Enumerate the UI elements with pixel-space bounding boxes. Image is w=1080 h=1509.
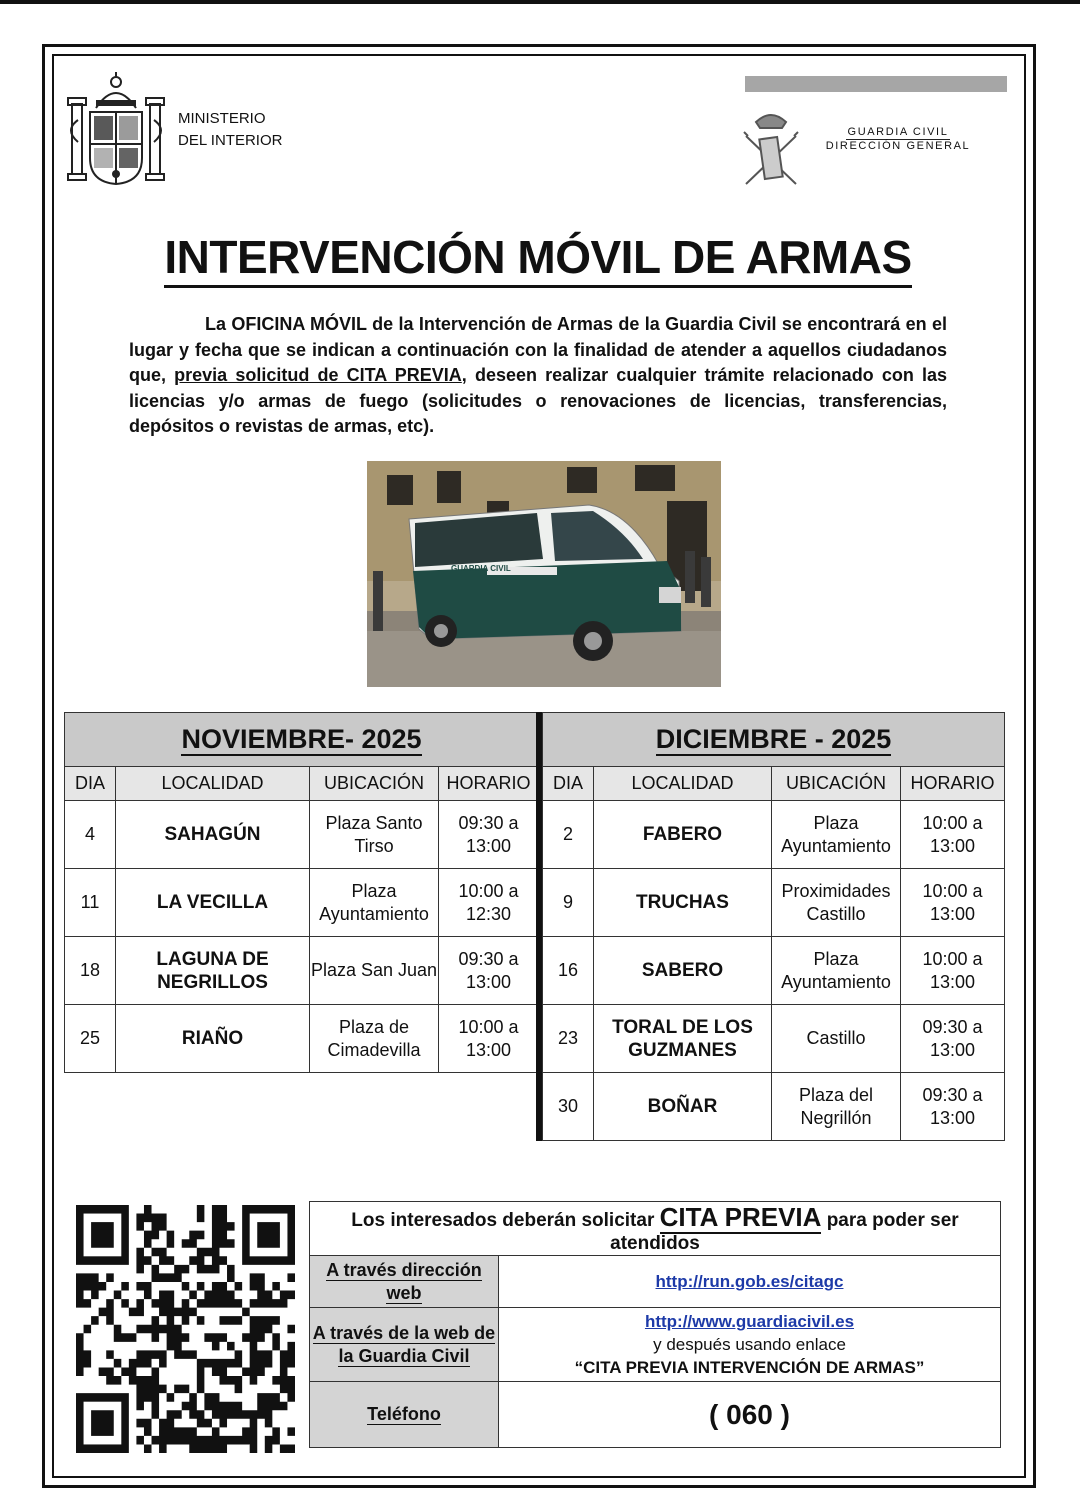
cell-localidad: LAGUNA DE NEGRILLOS — [116, 937, 310, 1005]
cell-horario: 10:00 a 13:00 — [439, 1005, 539, 1073]
month-label-november: NOVIEMBRE- 2025 — [181, 724, 422, 754]
cell-localidad: FABERO — [594, 801, 772, 869]
phone-number[interactable]: ( 060 ) — [499, 1382, 1001, 1448]
intro-part-2: , deseen realizar cualquier trámite relacionado con las licencias y/o armas de fuego (solicitudes o renovaciones de licencias, transferencias, depósitos o revistas de armas, etc). — [129, 365, 947, 436]
cell-dia: 4 — [65, 801, 116, 869]
gc-header-bar — [745, 76, 1007, 92]
cell-ubicacion: Plaza del Negrillón — [772, 1073, 901, 1141]
table-row — [543, 869, 1005, 937]
cell-dia: 18 — [65, 937, 116, 1005]
ministry-line-2: DEL INTERIOR — [178, 132, 283, 149]
month-header-november — [65, 713, 539, 767]
qr-finder-pattern — [76, 1205, 129, 1265]
cell-ubicacion: Plaza San Juan — [310, 937, 439, 1005]
web-url-cell — [499, 1256, 1001, 1308]
gc-link-name: “CITA PREVIA INTERVENCIÓN DE ARMAS” — [574, 1358, 925, 1377]
cell-ubicacion: Plaza Santo Tirso — [310, 801, 439, 869]
column-header-horario: HORARIO — [439, 767, 539, 801]
cell-dia: 11 — [65, 869, 116, 937]
table-row — [543, 937, 1005, 1005]
gc-line-1: GUARDIA CIVIL — [847, 126, 949, 138]
cell-horario: 09:30 a 13:00 — [439, 937, 539, 1005]
cita-previa-table — [309, 1201, 1001, 1448]
month-label-december: DICIEMBRE - 2025 — [655, 724, 892, 754]
cell-horario: 09:30 a 13:00 — [439, 801, 539, 869]
cell-horario: 10:00 a 13:00 — [901, 801, 1005, 869]
gc-web-link[interactable]: http://www.guardiacivil.es — [644, 1312, 855, 1331]
top-rule — [0, 0, 1080, 4]
gc-web-then: y después usando enlace — [653, 1335, 846, 1354]
van-label: GUARDIA CIVIL — [451, 564, 511, 573]
cell-localidad: TORAL DE LOS GUZMANES — [594, 1005, 772, 1073]
cell-horario: 10:00 a 12:30 — [439, 869, 539, 937]
guardia-civil-name — [822, 126, 974, 153]
cell-localidad: SABERO — [594, 937, 772, 1005]
web-label: A través dirección web — [326, 1259, 482, 1303]
gc-web-label-cell — [310, 1308, 499, 1382]
cita-head-before: Los interesados deberán solicitar — [351, 1210, 660, 1231]
cell-ubicacion: Plaza de Cimadevilla — [310, 1005, 439, 1073]
cell-ubicacion: Castillo — [772, 1005, 901, 1073]
cell-ubicacion: Proximidades Castillo — [772, 869, 901, 937]
cell-dia: 2 — [543, 801, 594, 869]
column-header-ubicacion: UBICACIÓN — [310, 767, 439, 801]
cell-horario: 10:00 a 13:00 — [901, 869, 1005, 937]
cell-localidad: LA VECILLA — [116, 869, 310, 937]
ministry-name — [178, 108, 282, 152]
cita-head-after: para poder ser atendidos — [610, 1210, 959, 1254]
guardia-civil-emblem-logo — [738, 108, 804, 190]
qr-finder-pattern — [76, 1393, 129, 1453]
table-row — [65, 801, 539, 869]
mobile-office-van-photo — [367, 461, 721, 687]
schedule-november-table — [64, 712, 539, 1073]
cell-localidad: TRUCHAS — [594, 869, 772, 937]
cell-horario: 10:00 a 13:00 — [901, 937, 1005, 1005]
qr-finder-pattern — [242, 1205, 295, 1265]
page-title-text: INTERVENCIÓN MÓVIL DE ARMAS — [164, 231, 911, 288]
cell-ubicacion: Plaza Ayuntamiento — [772, 937, 901, 1005]
table-row — [543, 1005, 1005, 1073]
cell-ubicacion: Plaza Ayuntamiento — [772, 801, 901, 869]
table-row — [65, 937, 539, 1005]
column-header-horario: HORARIO — [901, 767, 1005, 801]
cell-dia: 25 — [65, 1005, 116, 1073]
table-row — [543, 801, 1005, 869]
phone-label: Teléfono — [367, 1404, 441, 1424]
cell-localidad: BOÑAR — [594, 1073, 772, 1141]
cell-horario: 09:30 a 13:00 — [901, 1005, 1005, 1073]
gc-web-cell — [499, 1308, 1001, 1382]
cell-horario: 09:30 a 13:00 — [901, 1073, 1005, 1141]
spain-coat-of-arms-logo — [66, 70, 166, 188]
table-row — [65, 1005, 539, 1073]
gc-web-label: A través de la web de la Guardia Civil — [312, 1322, 496, 1366]
column-header-dia: DIA — [543, 767, 594, 801]
table-row — [543, 1073, 1005, 1141]
column-header-ubicacion: UBICACIÓN — [772, 767, 901, 801]
phone-label-cell — [310, 1382, 499, 1448]
intro-paragraph — [129, 312, 947, 440]
qr-code[interactable] — [76, 1205, 295, 1453]
page-title — [60, 230, 1016, 284]
ministry-line-1: MINISTERIO — [178, 110, 266, 127]
schedule-december-table — [542, 712, 1005, 1141]
month-header-december — [543, 713, 1005, 767]
cell-ubicacion: Plaza Ayuntamiento — [310, 869, 439, 937]
column-header-dia: DIA — [65, 767, 116, 801]
column-header-localidad: LOCALIDAD — [116, 767, 310, 801]
table-row — [65, 869, 539, 937]
gc-line-2: DIRECCIÓN GENERAL — [825, 140, 971, 152]
cell-dia: 16 — [543, 937, 594, 1005]
intro-part-1: La OFICINA MÓVIL de la Intervención de Armas de la Guardia Civil se encontrará en el lugar y fecha que se indican a continuación con la finalidad de atender a aquellos ciudadanos que, — [129, 314, 947, 385]
web-label-cell — [310, 1256, 499, 1308]
cell-localidad: RIAÑO — [116, 1005, 310, 1073]
cell-dia: 23 — [543, 1005, 594, 1073]
column-header-localidad: LOCALIDAD — [594, 767, 772, 801]
cita-previa-heading — [310, 1202, 1001, 1256]
cell-dia: 30 — [543, 1073, 594, 1141]
web-url-link[interactable]: http://run.gob.es/citagc — [655, 1272, 844, 1291]
cell-localidad: SAHAGÚN — [116, 801, 310, 869]
cita-head-highlight: CITA PREVIA — [659, 1202, 822, 1232]
intro-underlined: previa solicitud de CITA PREVIA — [174, 365, 462, 385]
cell-dia: 9 — [543, 869, 594, 937]
